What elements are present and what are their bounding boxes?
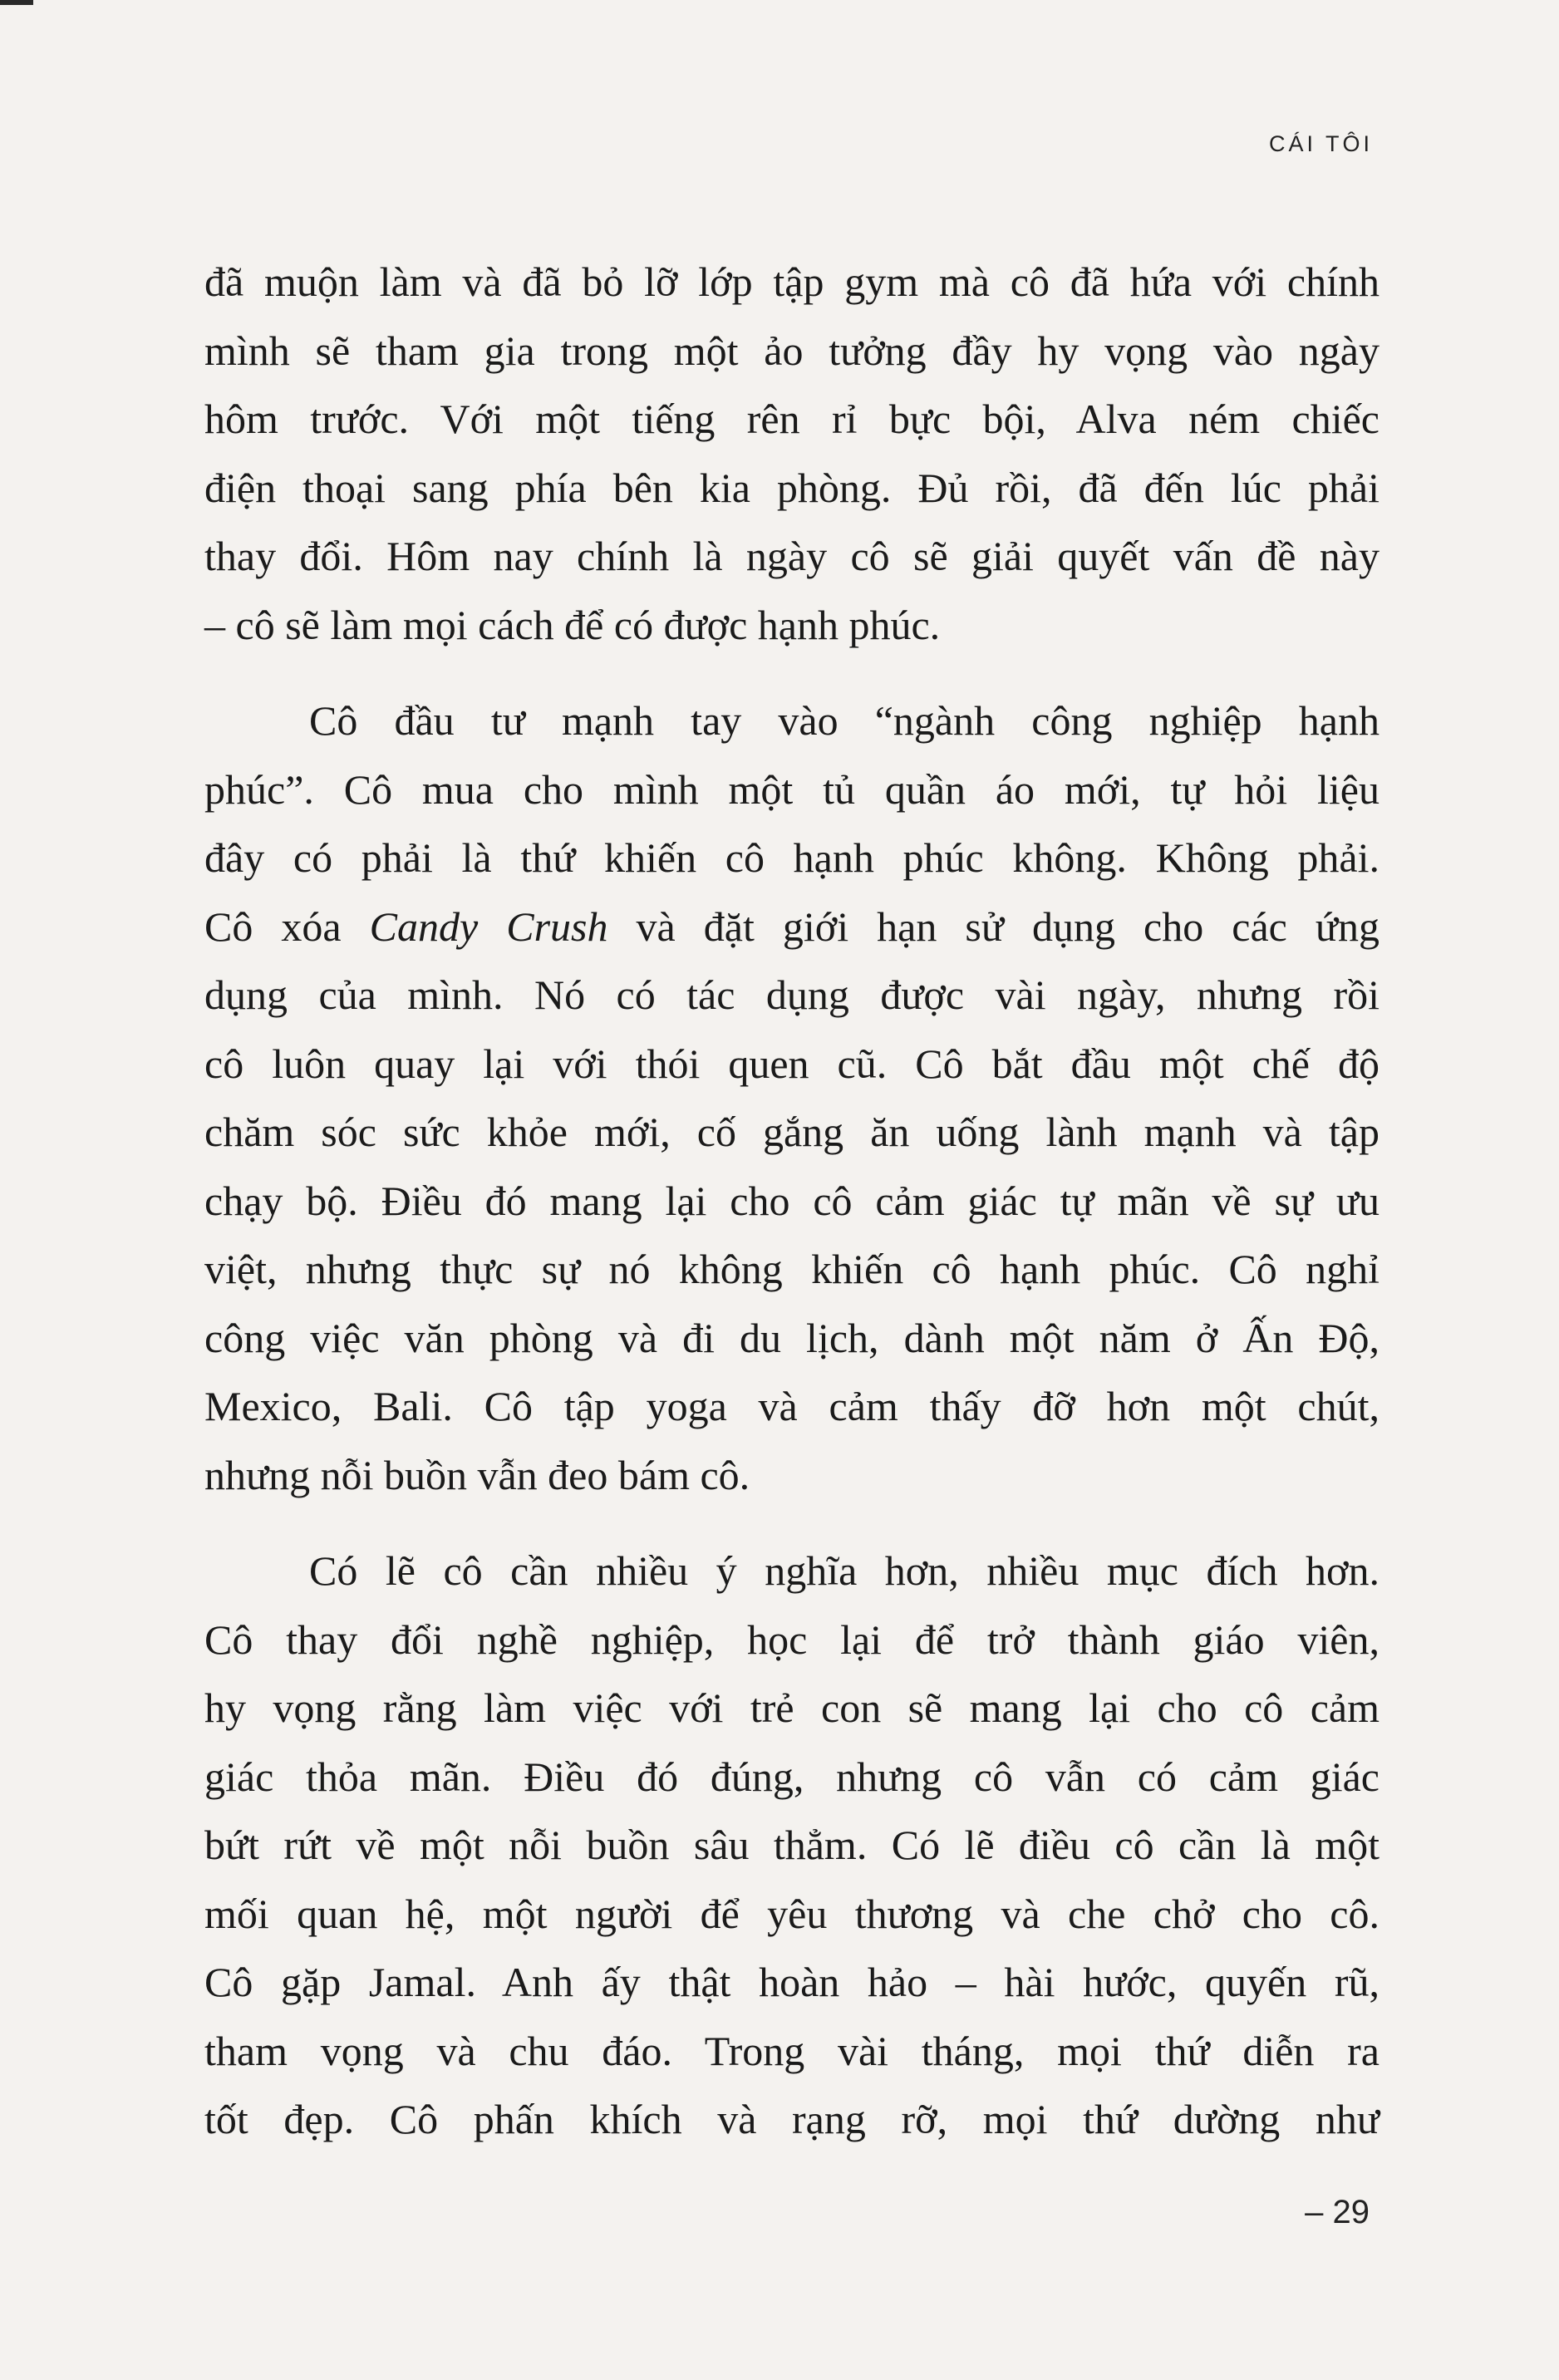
page-body [204, 248, 1379, 2154]
text-line: nhưng nỗi buồn vẫn đeo bám cô. [204, 1451, 750, 1498]
text-line: chăm sóc sức khỏe mới, cố gắng ăn uống lành mạnh và tập [204, 1109, 1379, 1155]
text-line: việt, nhưng thực sự nó không khiến cô hạnh phúc. Cô nghỉ [204, 1246, 1379, 1292]
text-line: hy vọng rằng làm việc với trẻ con sẽ mang lại cho cô cảm [204, 1684, 1379, 1731]
text-line: phúc”. Cô mua cho mình một tủ quần áo mới, tự hỏi liệu [204, 765, 1379, 813]
text-fragment: Cô xóa [204, 902, 370, 950]
text-line: Cô gặp Jamal. Anh ấy thật hoàn hảo – hài hước, quyến rũ, [204, 1959, 1379, 2005]
italic-title: Candy Crush [369, 902, 608, 950]
text-line: điện thoại sang phía bên kia phòng. Đủ rồi, đã đến lúc phải [204, 464, 1379, 511]
text-line: giác thỏa mãn. Điều đó đúng, nhưng cô vẫn có cảm giác [204, 1753, 1379, 1800]
text-line: mối quan hệ, một người để yêu thương và che chở cho cô. [204, 1890, 1379, 1937]
paragraph-1 [204, 248, 1379, 659]
text-line: công việc văn phòng và đi du lịch, dành một năm ở Ấn Độ, [204, 1314, 1379, 1361]
paragraph-2 [204, 686, 1379, 1509]
text-line: chạy bộ. Điều đó mang lại cho cô cảm giác tự mãn về sự ưu [204, 1177, 1379, 1224]
running-header: CÁI TÔI [1268, 131, 1373, 156]
text-line [204, 1537, 1379, 1606]
text-line: cô luôn quay lại với thói quen cũ. Cô bắt đầu một chế độ [204, 1040, 1379, 1087]
text-line: đây có phải là thứ khiến cô hạnh phúc không. Không phải. [204, 834, 1379, 881]
text-line: tốt đẹp. Cô phấn khích và rạng rỡ, mọi thứ dường như [204, 2096, 1379, 2142]
text-line: đã muộn làm và đã bỏ lỡ lớp tập gym mà cô đã hứa với chính [204, 258, 1379, 305]
text-line: Mexico, Bali. Cô tập yoga và cảm thấy đỡ hơn một chút, [204, 1383, 1379, 1429]
text-line: – cô sẽ làm mọi cách để có được hạnh phúc. [204, 601, 941, 648]
paragraph-3 [204, 1537, 1379, 2154]
text-line [204, 893, 1379, 961]
page-number: – 29 [1305, 2194, 1370, 2230]
text-line: dụng của mình. Nó có tác dụng được vài ngày, nhưng rồi [204, 971, 1379, 1018]
text-fragment: và đặt giới hạn sử dụng cho các ứng [607, 902, 1380, 950]
text-line: thay đổi. Hôm nay chính là ngày cô sẽ giải quyết vấn đề này [204, 533, 1379, 579]
corner-crop-mark [0, 0, 33, 5]
text-fragment: Có lẽ cô cần nhiều ý nghĩa hơn, nhiều mục đích hơn. [309, 1547, 1379, 1594]
text-line [204, 686, 1379, 755]
text-line: tham vọng và chu đáo. Trong vài tháng, mọi thứ diễn ra [204, 2027, 1379, 2074]
text-line: hôm trước. Với một tiếng rên rỉ bực bội, Alva ném chiếc [204, 396, 1379, 442]
text-fragment: Cô đầu tư mạnh tay vào “ngành công nghiệp hạnh [309, 697, 1379, 744]
text-line: mình sẽ tham gia trong một ảo tưởng đầy hy vọng vào ngày [204, 327, 1379, 374]
text-line: Cô thay đổi nghề nghiệp, học lại để trở thành giáo viên, [204, 1615, 1379, 1663]
text-line: bứt rứt về một nỗi buồn sâu thẳm. Có lẽ điều cô cần là một [204, 1822, 1379, 1868]
